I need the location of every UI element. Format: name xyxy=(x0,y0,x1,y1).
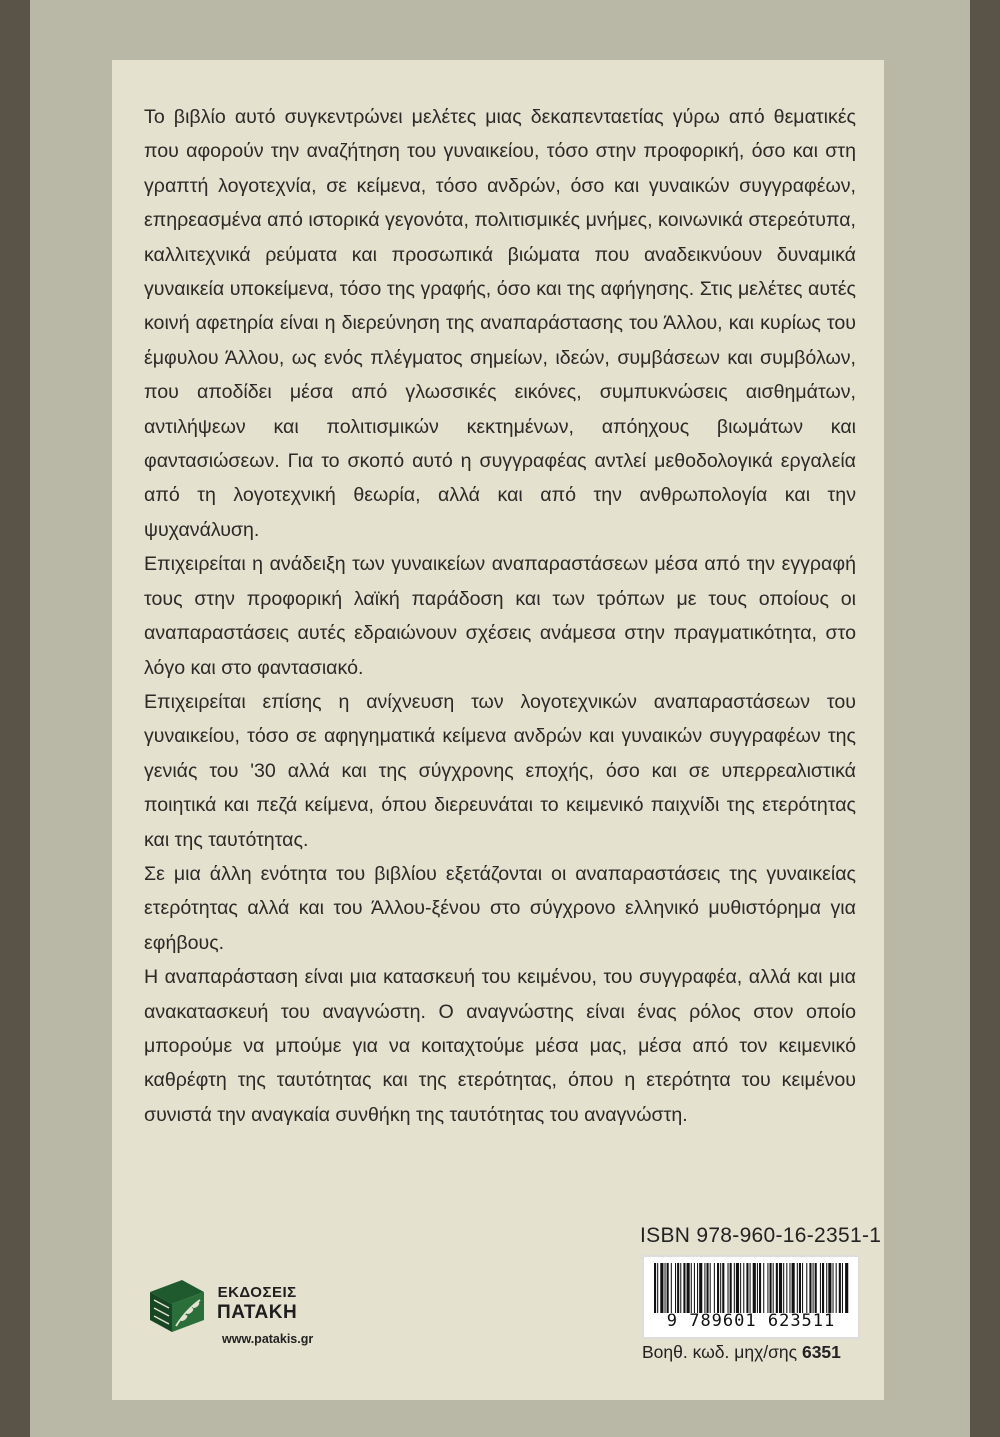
barcode-bar xyxy=(675,1263,676,1313)
publisher-url: www.patakis.gr xyxy=(222,1332,314,1346)
blurb-paragraph-2: Επιχειρείται η ανάδειξη των γυναικείων αναπαραστάσεων μέσα από την εγγραφή τους στην προφορική λαϊκή παράδοση και των τρόπων με τους οποίους οι αναπαραστάσεις αυτές εδραιώνουν σχέσεις ανάμεσα στην πραγματικότητα, στο λόγο και στο φαντασιακό. xyxy=(144,553,856,679)
barcode-bar xyxy=(720,1263,721,1313)
barcode-bar xyxy=(809,1263,811,1313)
barcode-bar xyxy=(728,1263,729,1313)
blurb-text xyxy=(144,100,856,1132)
barcode-bars xyxy=(652,1263,850,1313)
barcode-bar xyxy=(746,1263,748,1313)
barcode-bar xyxy=(842,1263,843,1313)
barcode-bar xyxy=(779,1263,782,1313)
barcode-bar xyxy=(773,1263,774,1313)
barcode-bar xyxy=(786,1263,787,1313)
blurb-paragraph-5: Η αναπαράσταση είναι μια κατασκευή του κειμένου, του συγγραφέα, αλλά και μια ανακατασκευή του αναγνώστη. Ο αναγνώστης είναι ένας ρόλος στον οποίο μπορούμε να μπούμε για να κοιταχτούμε μέσα μας, μέσα από τον κειμενικό καθρέφτη της ταυτότητας και της ετερότητας, όπου η ετερότητα του κειμένου συνιστά την αναγκαία συνθήκη της ταυτότητας του αναγνώστη. xyxy=(144,966,856,1126)
auxiliary-code xyxy=(642,1342,841,1363)
barcode-bar xyxy=(671,1263,672,1313)
barcode-bar xyxy=(763,1263,764,1313)
barcode-bar xyxy=(743,1263,744,1313)
barcode-bar xyxy=(654,1263,656,1313)
publisher-name-line1: ΕΚΔΟΣΕΙΣ xyxy=(217,1284,297,1301)
isbn-number: ISBN 978-960-16-2351-1 xyxy=(640,1224,882,1247)
barcode-bar xyxy=(792,1263,795,1313)
barcode-bar xyxy=(802,1263,803,1313)
barcode-bar xyxy=(799,1263,801,1313)
blurb-paragraph-3: Επιχειρείται επίσης η ανίχνευση των λογοτεχνικών αναπαραστάσεων του γυναικείου, τόσο σε αφηγηματικά κείμενα ανδρών και γυναικών συγγραφέων της γενιάς του '30 αλλά και της σύγχρονης εποχής, όσο και σε υπερρεαλιστικά ποιητικά και πεζά κείμενα, όπου διερευνάται το κειμενικό παιχνίδι της ετερότητας και της ταυτότητας. xyxy=(144,690,856,851)
barcode-bar xyxy=(833,1263,834,1313)
barcode-bar xyxy=(783,1263,784,1313)
barcode-bar xyxy=(806,1263,807,1313)
barcode-bar xyxy=(836,1263,837,1313)
barcode-bar xyxy=(714,1263,715,1313)
barcode-bar xyxy=(683,1263,685,1313)
barcode-bar xyxy=(691,1263,692,1313)
barcode-bar xyxy=(680,1263,681,1313)
barcode-bar xyxy=(660,1263,663,1313)
barcode-bar xyxy=(707,1263,709,1313)
blurb-paragraph-4: Σε μια άλλη ενότητα του βιβλίου εξετάζονται οι αναπαραστάσεις της γυναικείας ετερότητας αλλά και του Άλλου-ξένου στο σύγχρονο ελληνικό μυθιστόρημα για εφήβους. xyxy=(144,862,856,954)
publisher-logo xyxy=(142,1270,322,1360)
barcode-bar xyxy=(699,1263,702,1313)
auxiliary-code-value: 6351 xyxy=(801,1342,841,1362)
barcode-bar xyxy=(757,1263,758,1313)
books-stack-icon xyxy=(142,1270,212,1340)
barcode-bar xyxy=(820,1263,821,1313)
barcode-bar xyxy=(839,1263,841,1313)
barcode-bar xyxy=(815,1263,817,1313)
barcode-bar xyxy=(767,1263,768,1313)
barcode-bar xyxy=(694,1263,695,1313)
barcode-bar xyxy=(753,1263,756,1313)
barcode-bar xyxy=(736,1263,739,1313)
publisher-name-line2: ΠΑΤΑΚΗ xyxy=(217,1302,298,1323)
barcode-bar xyxy=(730,1263,732,1313)
barcode-bar xyxy=(750,1263,751,1313)
barcode-bar xyxy=(789,1263,790,1313)
barcode-digits: 9 789601 623511 xyxy=(666,1311,836,1331)
barcode-bar xyxy=(710,1263,711,1313)
barcode-bar xyxy=(826,1263,827,1313)
barcode-bar xyxy=(717,1263,719,1313)
barcode-bar xyxy=(667,1263,669,1313)
auxiliary-code-label: Βοηθ. κωδ. μηχ/σης xyxy=(642,1342,798,1362)
barcode-bar xyxy=(704,1263,705,1313)
barcode-bar xyxy=(776,1263,778,1313)
barcode-bar xyxy=(822,1263,824,1313)
barcode-bar xyxy=(770,1263,772,1313)
barcode-bar xyxy=(697,1263,698,1313)
barcode-bar xyxy=(740,1263,741,1313)
barcode-bar xyxy=(665,1263,666,1313)
barcode xyxy=(642,1255,860,1339)
barcode-bar xyxy=(677,1263,679,1313)
barcode-bar xyxy=(687,1263,690,1313)
barcode-bar xyxy=(657,1263,658,1313)
barcode-bar xyxy=(845,1263,848,1313)
barcode-bar xyxy=(722,1263,724,1313)
blurb-paragraph-1: Το βιβλίο αυτό συγκεντρώνει μελέτες μιας δεκαπενταετίας γύρω από θεματικές που αφορούν την αναζήτηση του γυναικείου, τόσο στην προφορική, όσο και στη γραπτή λογοτεχνία, σε κείμενα, τόσο ανδρών, όσο και γυναικών συγγραφέων, επηρεασμένα από ιστορικά γεγονότα, πολιτισμικές μνήμες, κοινωνικά στερεότυπα, καλλιτεχνικά ρεύματα και προσωπικά βιώματα που αναδεικνύουν δυναμικά γυναικεία υποκείμενα, τόσο της γραφής, όσο και της αφήγησης. Στις μελέτες αυτές κοινή αφετηρία είναι η διερεύνηση της αναπαράστασης του Άλλου, και κυρίως του έμφυλου Άλλου, ως ενός πλέγματος σημείων, ιδεών, συμβάσεων και συμβόλων, που αποδίδει μέσα από γλωσσικές εικόνες, συμπυκνώσεις αισθημάτων, αντιλήψεων και πολιτισμικών κεκτημένων, απόηχους βιωμάτων και φαντασιώσεων. Για το σκοπό αυτό η συγγραφέας αντλεί μεθοδολογικά εργαλεία από τη λογοτεχνική θεωρία, αλλά και από την ανθρωπολογία και την ψυχανάλυση. xyxy=(144,106,856,541)
barcode-bar xyxy=(797,1263,798,1313)
barcode-bar xyxy=(828,1263,831,1313)
publisher-name xyxy=(217,1283,297,1323)
barcode-bar xyxy=(759,1263,761,1313)
barcode-bar xyxy=(734,1263,735,1313)
barcode-bar xyxy=(813,1263,814,1313)
